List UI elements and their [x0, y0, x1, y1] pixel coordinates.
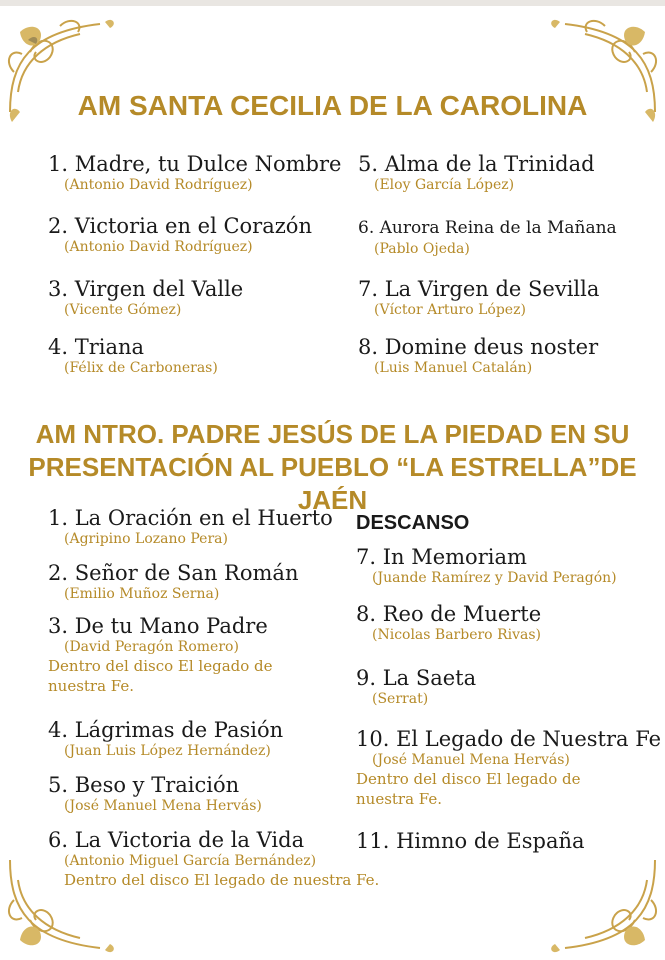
piece-composer: (Juan Luis López Hernández): [64, 743, 271, 759]
piece-composer: (Antonio David Rodríguez): [64, 177, 253, 193]
band2-title-line2: PRESENTACIÓN AL PUEBLO “LA ESTRELLA”DE JAÉN: [28, 452, 637, 515]
band2-piece-9: [356, 666, 476, 708]
piece-composer: (David Peragón Romero): [64, 639, 239, 655]
piece-title: 6. Aurora Reina de la Mañana: [358, 218, 617, 238]
piece-title: 10. El Legado de Nuestra Fe: [356, 727, 662, 751]
band1-piece-2: [48, 214, 312, 256]
piece-composer: (Félix de Carboneras): [64, 360, 218, 376]
piece-note: Dentro del disco El legado de nuestra Fe.: [64, 871, 380, 889]
band1-piece-4: [48, 335, 218, 377]
piece-title: 1. Madre, tu Dulce Nombre: [48, 152, 342, 176]
piece-title: 3. De tu Mano Padre: [48, 614, 268, 638]
piece-composer: (Juande Ramírez y David Peragón): [372, 570, 617, 586]
piece-note: Dentro del disco El legado de nuestra Fe.: [48, 657, 273, 695]
piece-composer: (Nicolas Barbero Rivas): [372, 627, 541, 643]
piece-composer: (Agripino Lozano Pera): [64, 531, 228, 547]
band2-piece-4: [48, 718, 283, 760]
piece-composer: (Luis Manuel Catalán): [374, 360, 533, 376]
band2-piece-10: [356, 727, 662, 809]
piece-composer: (Pablo Ojeda): [374, 241, 470, 257]
piece-note: Dentro del disco El legado de nuestra Fe.: [356, 770, 581, 808]
piece-title: 4. Triana: [48, 335, 145, 359]
band1-piece-1: [48, 152, 341, 194]
piece-composer: (Antonio David Rodríguez): [64, 239, 253, 255]
piece-title: 2. Victoria en el Corazón: [48, 214, 312, 238]
piece-title: 5. Beso y Traición: [48, 773, 240, 797]
band1-piece-8: [358, 335, 598, 377]
break-label: DESCANSO: [356, 512, 470, 534]
piece-title: 7. In Memoriam: [356, 545, 527, 569]
piece-composer: (Eloy García López): [374, 177, 515, 193]
piece-title: 1. La Oración en el Huerto: [48, 506, 333, 530]
piece-composer: (Serrat): [372, 691, 429, 707]
band1-piece-3: [48, 277, 243, 319]
piece-composer: (Vicente Gómez): [64, 302, 182, 318]
piece-title: 5. Alma de la Trinidad: [358, 152, 595, 176]
piece-composer: (José Manuel Mena Hervás): [64, 798, 262, 814]
band2-title: [0, 418, 665, 517]
piece-title: 3. Virgen del Valle: [48, 277, 244, 301]
band2-piece-2: [48, 561, 298, 603]
piece-title: 4. Lágrimas de Pasión: [48, 718, 284, 742]
piece-title: 8. Domine deus noster: [358, 335, 599, 359]
band2-piece-1: [48, 506, 333, 548]
piece-title: 6. La Victoria de la Vida: [48, 828, 305, 852]
piece-title: 8. Reo de Muerte: [356, 602, 542, 626]
piece-composer: (Antonio Miguel García Bernández): [64, 853, 317, 869]
piece-title: 7. La Virgen de Sevilla: [358, 277, 600, 301]
piece-composer: (José Manuel Mena Hervás): [372, 752, 570, 768]
ornament-corner-icon: [545, 840, 665, 960]
band2-piece-6: [48, 828, 379, 890]
band2-piece-3: [48, 614, 318, 696]
band2-piece-7: [356, 545, 617, 587]
piece-title: 9. La Saeta: [356, 666, 477, 690]
piece-title: 11. Himno de España: [356, 829, 585, 853]
piece-composer: (Emilio Muñoz Serna): [64, 586, 220, 602]
piece-title: 2. Señor de San Román: [48, 561, 299, 585]
band1-piece-5: [358, 152, 595, 194]
band2-piece-5: [48, 773, 262, 815]
band1-title: AM SANTA CECILIA DE LA CAROLINA: [77, 90, 588, 121]
band1-piece-7: [358, 277, 599, 319]
band1-piece-6: [358, 216, 617, 258]
band2-piece-8: [356, 602, 541, 644]
top-strip: [0, 0, 665, 6]
band2-title-line1: AM NTRO. PADRE JESÚS DE LA PIEDAD EN SU: [35, 419, 630, 449]
piece-composer: (Víctor Arturo López): [374, 302, 526, 318]
band2-piece-11: [356, 829, 585, 853]
